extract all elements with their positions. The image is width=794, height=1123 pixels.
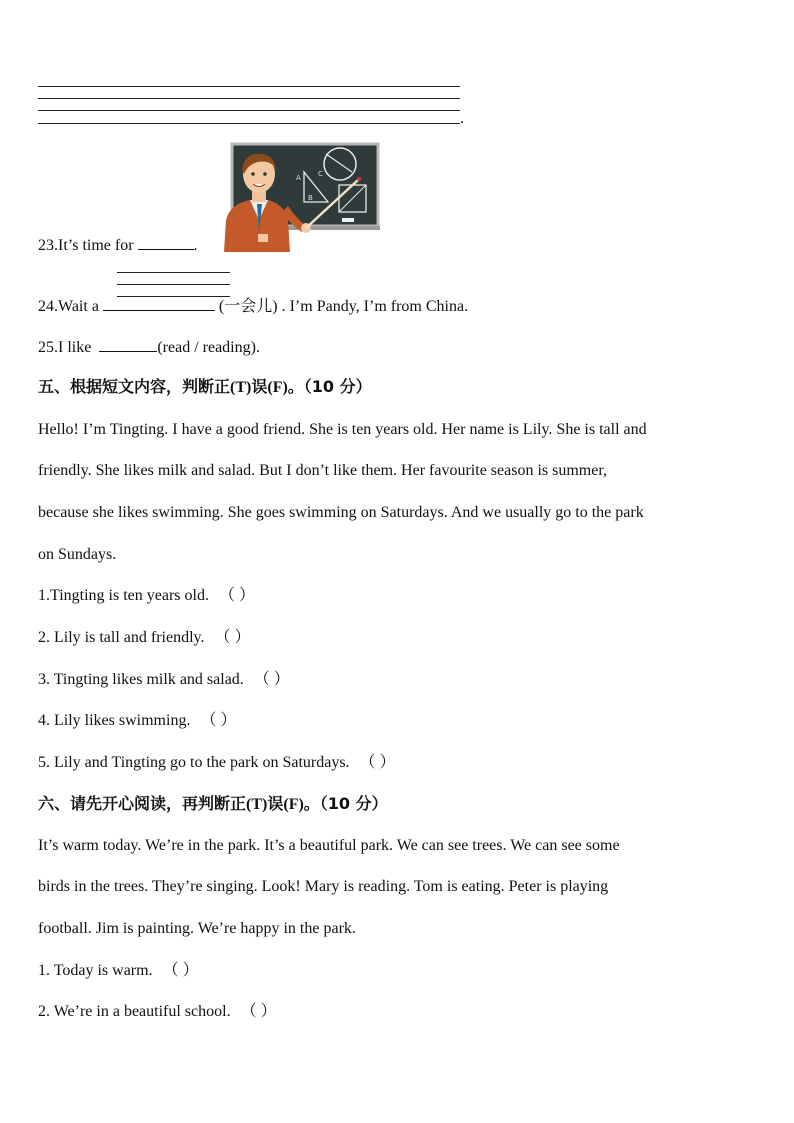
question-text: 5. Lily and Tingting go to the park on Saturdays. [38,754,350,771]
question-text: 1.Tingting is ten years old. [38,587,209,604]
section-6-question [38,1002,277,1022]
section-6-title-mid: 误 [267,794,284,813]
section-5-title: 五、根据短文内容，判断正 [38,377,231,396]
question-23 [38,235,198,256]
question-text: 2. Lily is tall and friendly. [38,629,205,646]
answer-parentheses[interactable]: （ ） [359,754,396,771]
answer-line-2 [38,98,460,99]
answer-line-4 [38,123,460,124]
teacher-blackboard-illustration [222,142,380,252]
section-6-heading [38,794,388,815]
section-5-question [38,628,251,648]
question-25 [38,337,260,358]
question-24-end: . I’m Pandy, I’m from China. [281,298,469,315]
question-text: 1. Today is warm. [38,962,153,979]
question-text: 4. Lily likes swimming. [38,712,191,729]
section-5-question [38,711,236,731]
section-5-passage-line: Hello! I’m Tingting. I have a good friend. She is ten years old. Her name is Lily. She is tall and [38,421,647,438]
section-5-question [38,753,396,773]
svg-text:B: B [308,194,313,202]
section-6-question [38,961,199,981]
answer-parentheses[interactable]: （ ） [218,587,255,604]
section-6-title: 六、请先开心阅读，再判断正 [38,794,247,813]
answer-parentheses[interactable]: （ ） [214,629,251,646]
section-6-title-f: (F) [283,796,304,813]
question-25-number: 25. [38,339,58,356]
answer-line-period: . [460,110,464,127]
section-5-title-t: (T) [230,379,252,396]
section-5-passage-line: on Sundays. [38,546,117,563]
section-6-title-t: (T) [246,796,268,813]
question-25-end: (read / reading). [157,339,260,356]
question-25-blank[interactable] [99,337,157,352]
question-24-text: Wait a [58,298,99,315]
question-24-blank[interactable] [103,296,215,311]
section-6-title-end: 。（10 分） [303,794,388,813]
section-5-question [38,670,290,690]
question-23-number: 23. [38,237,58,254]
question-23-text: It’s time for [58,237,134,254]
section-5-question [38,586,255,606]
question-text: 2. We’re in a beautiful school. [38,1003,231,1020]
section-5-title-end: 。（10 分） [287,377,372,396]
answer-parentheses[interactable]: （ ） [240,1003,277,1020]
question-24-hint: (一会儿) [218,298,278,315]
section-5-title-mid: 误 [251,377,268,396]
question-text: 3. Tingting likes milk and salad. [38,671,244,688]
answer-parentheses[interactable]: （ ） [200,712,237,729]
q24-line-2 [117,284,230,285]
answer-line-3 [38,110,460,111]
svg-text:C: C [318,170,323,178]
question-24-number: 24. [38,298,58,315]
section-6-passage-line: It’s warm today. We’re in the park. It’s a beautiful park. We can see trees. We can see some [38,837,620,854]
answer-parentheses[interactable]: （ ） [253,671,290,688]
question-23-blank[interactable] [138,235,194,250]
question-23-end: . [193,237,198,254]
section-6-passage-line: football. Jim is painting. We’re happy in the park. [38,920,356,937]
section-5-heading [38,377,372,398]
section-5-title-f: (F) [267,379,288,396]
section-6-passage-line: birds in the trees. They’re singing. Look! Mary is reading. Tom is eating. Peter is playing [38,878,609,895]
question-24 [38,296,468,317]
question-25-text: I like [58,339,92,356]
q24-line-1 [117,272,230,273]
section-5-passage-line: friendly. She likes milk and salad. But I don’t like them. Her favourite season is summer, [38,462,608,479]
answer-parentheses[interactable]: （ ） [162,962,199,979]
section-5-passage-line: because she likes swimming. She goes swimming on Saturdays. And we usually go to the park [38,504,644,521]
answer-line-1 [38,86,460,87]
svg-text:A: A [296,174,301,182]
